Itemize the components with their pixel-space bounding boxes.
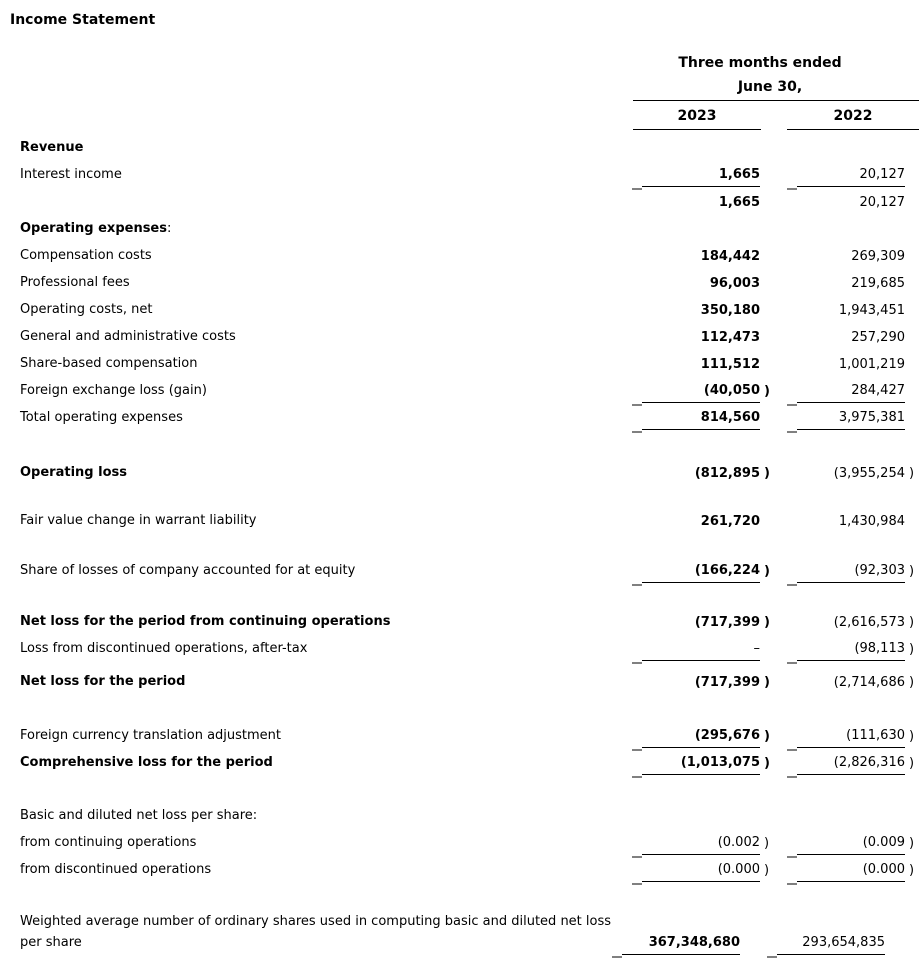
row-label: Compensation costs [20,248,152,263]
tick-2023 [632,193,642,214]
row-label: Operating expenses [20,221,167,236]
table-row [20,323,919,350]
tick-2022 [787,673,797,694]
table-row [20,215,919,242]
value-2022: 3,975,381 [797,407,905,430]
row-label-wrap [20,805,632,829]
table-row [20,856,919,883]
value-2022: 1,001,219 [838,357,905,372]
row-label: from discontinued operations [20,862,212,877]
value-2023: 96,003 [709,276,760,291]
value-2022: 20,127 [797,164,905,187]
row-label-wrap [20,137,632,161]
paren-2023: ) [764,729,770,744]
paren-2022 [905,294,919,296]
tick-2022 [787,385,797,406]
table-row [20,459,919,486]
row-label: Interest income [20,167,122,182]
value-2023: (0.002 [642,832,760,855]
paren-2022: ) [909,756,915,771]
paren-2022: ) [909,642,915,657]
table-body [20,134,919,956]
value-2023: 350,180 [700,303,760,318]
paren-2022: ) [909,836,915,851]
value-2022: 1,943,451 [838,303,905,318]
tick-2022 [767,937,777,958]
paren-2023 [760,213,774,215]
tick-2023 [632,837,642,858]
tick-2023 [632,169,642,190]
paren-2022 [905,186,919,188]
row-label-wrap [20,212,632,215]
row-label: Net loss for the period from continuing operations [20,614,391,629]
paren-2023 [760,240,774,242]
paren-2022 [905,267,919,269]
value-2023: 814,560 [642,407,760,430]
value-2022: 269,309 [851,249,905,264]
row-label: Net loss for the period [20,674,186,689]
paren-2023: ) [764,466,770,481]
paren-2022 [905,827,919,829]
table-row [20,608,919,635]
paren-2023 [760,660,774,662]
tick-2022 [787,613,797,634]
table-row [20,296,919,323]
paren-2023: ) [764,384,770,399]
row-label-wrap [20,218,632,242]
row-label-wrap [20,752,632,776]
table-row [20,404,919,431]
row-label-wrap [20,832,632,856]
value-2022: 257,290 [851,330,905,345]
value-2022: (2,616,573 [833,615,905,630]
row-label: Comprehensive loss for the period [20,755,273,770]
value-2023: 184,442 [700,249,760,264]
value-2023: 1,665 [718,195,760,210]
value-2022: 284,427 [797,380,905,403]
table-row [20,161,919,188]
row-label-wrap [20,380,632,404]
value-2023: 111,512 [700,357,760,372]
row-label-wrap [20,164,632,188]
tick-2022 [787,512,797,533]
value-2022: (0.000 [797,859,905,882]
paren-2022 [885,954,899,956]
page-title: Income Statement [10,12,156,28]
row-label-wrap [20,859,632,883]
row-label: Weighted average number of ordinary shares used in computing basic and diluted net loss per share [20,914,612,950]
table-row [20,557,919,584]
paren-2022 [905,348,919,350]
table-row [20,635,919,662]
value-2023 [642,240,760,242]
row-label-wrap [20,272,632,296]
row-label-wrap [20,911,612,956]
tick-2022 [787,220,797,241]
value-2022: 20,127 [859,195,905,210]
value-2022: (92,303 [797,560,905,583]
row-label-wrap [20,638,632,662]
year-column-headers [633,101,919,130]
tick-2023 [632,274,642,295]
value-2023: (166,224 [642,560,760,583]
row-label-wrap [20,299,632,323]
row-label-wrap [20,353,632,377]
row-label-wrap [20,725,632,749]
paren-2022 [905,375,919,377]
tick-2022 [787,139,797,160]
row-label: Fair value change in warrant liability [20,513,257,528]
column-header-2023: 2023 [633,103,761,130]
tick-2023 [632,757,642,778]
value-2023: (40,050 [642,380,760,403]
value-2023: (812,895 [694,466,760,481]
tick-2022 [787,274,797,295]
column-gap [761,103,787,130]
table-row [20,269,919,296]
row-label-suffix: : [167,221,172,236]
tick-2023 [632,512,642,533]
row-label-wrap [20,326,632,350]
tick-2023 [632,412,642,433]
row-label: Loss from discontinued operations, after-tax [20,641,308,656]
paren-2022 [905,402,919,404]
paren-2023 [760,294,774,296]
tick-2022 [787,730,797,751]
tick-2022 [787,169,797,190]
tick-2023 [632,673,642,694]
paren-2022: ) [909,564,915,579]
table-header [20,51,919,130]
value-2022: (111,630 [797,725,905,748]
tick-2022 [787,328,797,349]
tick-2022 [787,864,797,885]
row-label: Share of losses of company accounted for at equity [20,563,356,578]
paren-2023 [760,429,774,431]
tick-2022 [787,643,797,664]
value-2022 [797,159,905,161]
row-label: Foreign currency translation adjustment [20,728,282,743]
value-2023: 112,473 [700,330,760,345]
paren-2022: ) [909,729,915,744]
value-2023: (717,399 [694,615,760,630]
paren-2023 [760,827,774,829]
value-2023: (0.000 [642,859,760,882]
value-2023: (295,676 [642,725,760,748]
value-2022: 219,685 [851,276,905,291]
tick-2022 [787,355,797,376]
tick-2022 [787,412,797,433]
row-label: Total operating expenses [20,410,183,425]
tick-2023 [632,807,642,828]
tick-2023 [632,385,642,406]
period-header-line1: Three months ended [678,55,842,71]
paren-2023: ) [764,836,770,851]
table-row [20,134,919,161]
tick-2023 [632,328,642,349]
value-2022: 1,430,984 [838,514,905,529]
table-row [20,829,919,856]
value-2022: 293,654,835 [777,932,885,955]
tick-2023 [632,613,642,634]
row-label: General and administrative costs [20,329,236,344]
paren-2023 [760,159,774,161]
value-2023: – [642,638,760,661]
row-label: Professional fees [20,275,130,290]
row-label-wrap [20,407,632,431]
row-label-wrap [20,560,632,584]
value-2022: (0.009 [797,832,905,855]
income-statement-table [20,51,919,956]
table-row [20,911,919,956]
paren-2022: ) [909,615,915,630]
tick-2022 [787,565,797,586]
table-row [20,668,919,695]
value-2023: 1,665 [642,164,760,187]
table-row [20,350,919,377]
row-label: Foreign exchange loss (gain) [20,383,207,398]
tick-2023 [612,937,622,958]
paren-2023 [760,375,774,377]
tick-2023 [632,301,642,322]
paren-2023: ) [764,615,770,630]
paren-2023 [760,321,774,323]
paren-2022 [905,429,919,431]
column-header-2022: 2022 [787,103,919,130]
paren-2023 [740,954,754,956]
row-label: Revenue [20,140,84,155]
tick-2022 [787,247,797,268]
table-row [20,722,919,749]
row-label: Operating loss [20,465,127,480]
row-label-wrap [20,611,632,635]
value-2023: 261,720 [700,514,760,529]
paren-2022 [905,159,919,161]
tick-2022 [787,837,797,858]
paren-2023: ) [764,564,770,579]
tick-2022 [787,757,797,778]
paren-2023: ) [764,756,770,771]
paren-2022: ) [909,863,915,878]
paren-2023 [760,348,774,350]
row-label: Basic and diluted net loss per share: [20,808,258,823]
value-2022 [797,240,905,242]
table-row [20,749,919,776]
value-2023 [642,827,760,829]
tick-2023 [632,464,642,485]
tick-2022 [787,193,797,214]
row-label-wrap [20,245,632,269]
row-label: Operating costs, net [20,302,153,317]
value-2022 [797,827,905,829]
paren-2023 [760,186,774,188]
row-label: from continuing operations [20,835,197,850]
paren-2022 [905,213,919,215]
table-row [20,242,919,269]
tick-2022 [787,301,797,322]
paren-2023: ) [764,863,770,878]
table-row [20,377,919,404]
tick-2022 [787,464,797,485]
period-header-block [633,51,919,130]
paren-2022 [905,240,919,242]
tick-2023 [632,247,642,268]
tick-2023 [632,565,642,586]
tick-2023 [632,864,642,885]
value-2023: (717,399 [694,675,760,690]
value-2022: (3,955,254 [833,466,905,481]
tick-2023 [632,643,642,664]
paren-2023: ) [764,675,770,690]
paren-2022: ) [909,466,915,481]
tick-2023 [632,220,642,241]
tick-2022 [787,807,797,828]
row-label: Share-based compensation [20,356,198,371]
paren-2023 [760,532,774,534]
paren-2022 [905,321,919,323]
value-2023 [642,159,760,161]
value-2022: (98,113 [797,638,905,661]
period-header-line2: June 30, [633,75,919,101]
tick-2023 [632,730,642,751]
tick-2023 [632,139,642,160]
paren-2022: ) [909,675,915,690]
paren-2022 [905,532,919,534]
value-2023: (1,013,075 [642,752,760,775]
tick-2023 [632,355,642,376]
paren-2023 [760,267,774,269]
table-row [20,802,919,829]
value-2022: (2,826,316 [797,752,905,775]
table-row [20,507,919,534]
value-2022: (2,714,686 [833,675,905,690]
row-label-wrap [20,462,632,486]
row-label-wrap [20,671,632,695]
table-row [20,188,919,215]
row-label-wrap [20,510,632,534]
value-2023: 367,348,680 [622,932,740,955]
